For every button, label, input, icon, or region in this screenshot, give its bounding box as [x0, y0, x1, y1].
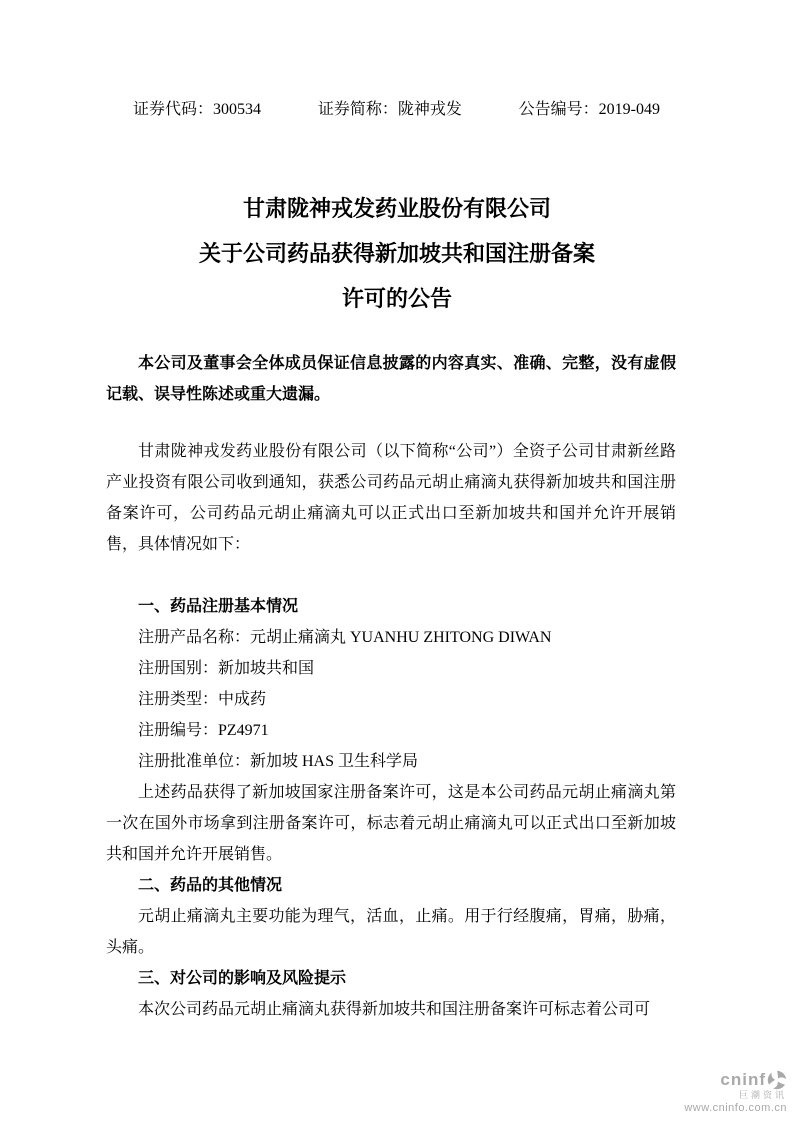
announcement-number: 公告编号：2019-049 — [518, 101, 660, 118]
section-3-heading: 三、对公司的影响及风险提示 — [138, 970, 347, 987]
intro-paragraph: 甘肃陇神戎发药业股份有限公司（以下简称“公司”）全资子公司甘肃新丝路产业投资有限公司收到通知，获悉公司药品元胡止痛滴丸获得新加坡共和国注册备案许可，公司药品元胡止痛滴丸可以正式出口至新加坡共和国并允许开展销售，具体情况如下： — [106, 443, 676, 553]
registration-item-type: 注册类型：中成药 — [138, 691, 267, 708]
disclaimer-text: 本公司及董事会全体成员保证信息披露的内容真实、准确、完整，没有虚假记载、误导性陈述或重大遗漏。 — [106, 355, 676, 403]
cninfo-url: www.cninfo.com.cn — [684, 1101, 787, 1114]
cninfo-chinese-name: 巨潮资讯 — [738, 1090, 787, 1101]
registration-item-number: 注册编号：PZ4971 — [138, 722, 269, 739]
document-header — [133, 100, 660, 120]
section-2-heading: 二、药品的其他情况 — [138, 877, 283, 894]
cninfo-watermark — [684, 1070, 787, 1114]
section-3-paragraph: 本次公司药品元胡止痛滴丸获得新加坡共和国注册备案许可标志着公司可 — [138, 1001, 651, 1018]
registration-item-authority: 注册批准单位：新加坡 HAS 卫生科学局 — [138, 753, 419, 770]
section-2-paragraph: 元胡止痛滴丸主要功能为理气，活血，止痛。用于行经腹痛，胃痛，胁痛，头痛。 — [106, 908, 676, 956]
registration-item-country: 注册国别：新加坡共和国 — [138, 660, 315, 677]
stock-short-name: 证券简称：陇神戎发 — [317, 101, 462, 118]
document-title-line3: 许可的公告 — [341, 286, 452, 311]
cninfo-brand-row — [684, 1070, 787, 1090]
section-1-heading: 一、药品注册基本情况 — [138, 598, 299, 615]
document-content — [106, 0, 676, 1025]
cninfo-swirl-icon — [767, 1070, 787, 1090]
document-title — [106, 186, 676, 321]
document-title-line2: 关于公司药品获得新加坡共和国注册备案 — [198, 241, 595, 266]
section-1-paragraph: 上述药品获得了新加坡国家注册备案许可，这是本公司药品元胡止痛滴丸第一次在国外市场拿到注册备案许可，标志着元胡止痛滴丸可以正式出口至新加坡共和国并允许开展销售。 — [106, 784, 676, 863]
cninfo-brand-text: cninf — [720, 1069, 766, 1089]
stock-code: 证券代码：300534 — [133, 101, 262, 118]
document-title-line1: 甘肃陇神戎发药业股份有限公司 — [242, 196, 551, 221]
registration-item-product-name: 注册产品名称：元胡止痛滴丸 YUANHU ZHITONG DIWAN — [138, 629, 552, 646]
